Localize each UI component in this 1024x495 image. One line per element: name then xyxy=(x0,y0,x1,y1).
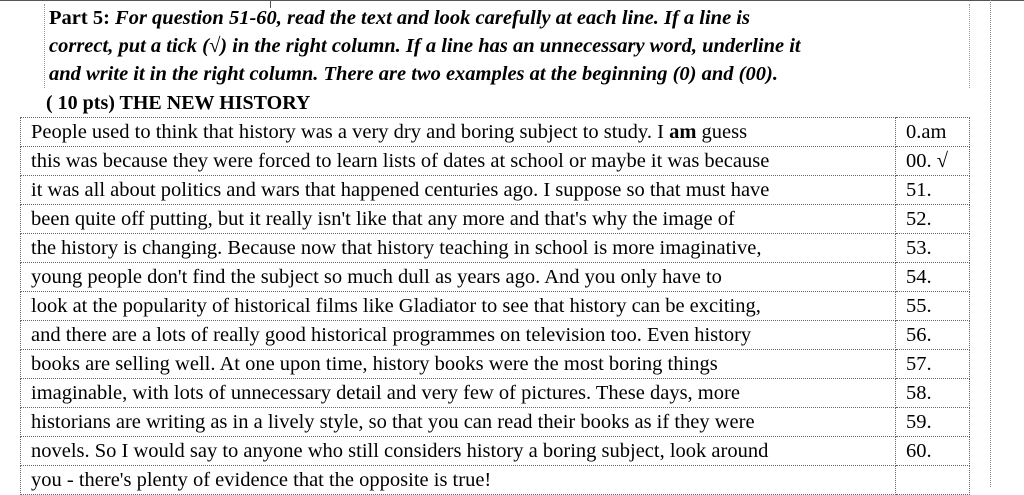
passage-line xyxy=(21,263,896,292)
passage-row xyxy=(21,263,970,292)
passage-row xyxy=(21,176,970,205)
answer-cell[interactable]: 57. xyxy=(896,350,970,379)
answer-cell[interactable]: 00. √ xyxy=(896,147,970,176)
passage-line-text: young people don't find the subject so much dull as years ago. And you only have to xyxy=(31,265,722,288)
answer-cell[interactable]: 0.am xyxy=(896,118,970,147)
passage-row xyxy=(21,147,970,176)
passage-row xyxy=(21,437,970,466)
passage-line-text: look at the popularity of historical films like Gladiator to see that history can be exciting, xyxy=(31,294,761,317)
passage-line xyxy=(21,118,896,147)
passage-line xyxy=(21,408,896,437)
answer-cell[interactable]: 58. xyxy=(896,379,970,408)
passage-row xyxy=(21,321,970,350)
answer-cell[interactable]: 55. xyxy=(896,292,970,321)
passage-rows xyxy=(21,118,970,495)
part-label: Part 5: xyxy=(49,7,110,29)
passage-title: THE NEW HISTORY xyxy=(119,92,311,114)
passage-line-text: the history is changing. Because now that history teaching in school is more imaginative, xyxy=(31,236,762,259)
passage-line xyxy=(21,176,896,205)
example-word: am xyxy=(669,120,697,143)
answer-cell[interactable]: 52. xyxy=(896,205,970,234)
answer-cell[interactable]: 60. xyxy=(896,437,970,466)
answer-cell[interactable]: 51. xyxy=(896,176,970,205)
passage-line-text: imaginable, with lots of unnecessary detail and very few of pictures. These days, more xyxy=(31,381,740,404)
passage-row xyxy=(21,118,970,147)
passage-line-text: you - there's plenty of evidence that the opposite is true! xyxy=(31,468,492,491)
passage-row xyxy=(21,379,970,408)
passage-row xyxy=(21,205,970,234)
passage-table xyxy=(20,117,970,495)
instructions xyxy=(44,4,970,88)
passage-line xyxy=(21,379,896,408)
passage-line xyxy=(21,437,896,466)
answer-cell[interactable]: 54. xyxy=(896,263,970,292)
passage-row xyxy=(21,292,970,321)
page-right-border xyxy=(990,0,991,487)
points-label: ( 10 pts) xyxy=(46,92,115,114)
passage-line-text: it was all about politics and wars that happened centuries ago. I suppose so that must have xyxy=(31,178,770,201)
passage-row xyxy=(21,234,970,263)
answer-cell[interactable] xyxy=(896,466,970,495)
passage-row xyxy=(21,466,970,495)
answer-cell[interactable]: 53. xyxy=(896,234,970,263)
passage-line-text: historians are writing as in a lively style, so that you can read their books as if they were xyxy=(31,410,755,433)
instructions-line-1 xyxy=(49,4,969,32)
passage-line xyxy=(21,321,896,350)
passage-line xyxy=(21,292,896,321)
page-top-border xyxy=(0,0,1024,1)
instructions-line-3: and write it in the right column. There are two examples at the beginning (0) and (00). xyxy=(49,63,778,85)
passage-line-text: this was because they were forced to learn lists of dates at school or maybe it was because xyxy=(31,149,770,172)
passage-line-text: and there are a lots of really good historical programmes on television too. Even history xyxy=(31,323,752,346)
passage-line xyxy=(21,234,896,263)
answer-cell[interactable]: 56. xyxy=(896,321,970,350)
passage-line-text: People used to think that history was a very dry and boring subject to study. I xyxy=(31,120,670,143)
passage-line xyxy=(21,466,896,495)
passage-row xyxy=(21,350,970,379)
passage-row xyxy=(21,408,970,437)
passage-line-text: books are selling well. At one upon time, history books were the most boring things xyxy=(31,352,718,375)
passage-line xyxy=(21,147,896,176)
passage-line-text-end: guess xyxy=(696,120,748,143)
passage-line xyxy=(21,205,896,234)
passage-line-text: been quite off putting, but it really isn't like that any more and that's why the image of xyxy=(31,207,735,230)
instructions-line-1-text: For question 51-60, read the text and look carefully at each line. If a line is xyxy=(109,7,750,29)
section-heading xyxy=(46,89,310,117)
instructions-line-2: correct, put a tick (√) in the right column. If a line has an unnecessary word, underline it xyxy=(49,35,801,57)
answer-cell[interactable]: 59. xyxy=(896,408,970,437)
passage-line-text: novels. So I would say to anyone who still considers history a boring subject, look around xyxy=(31,439,769,462)
passage-line xyxy=(21,350,896,379)
